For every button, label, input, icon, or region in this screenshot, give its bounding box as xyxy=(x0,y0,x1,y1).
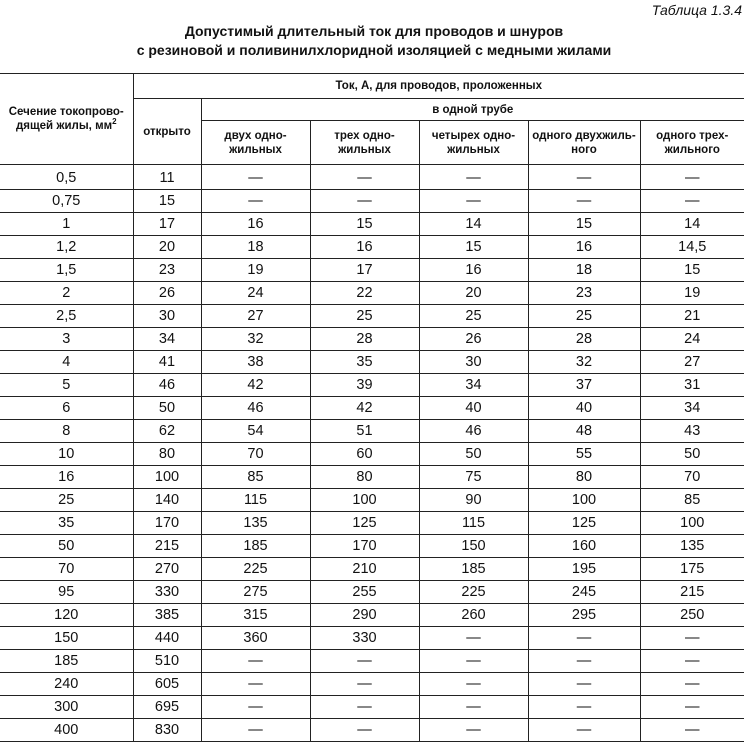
cell-four-single: 150 xyxy=(419,535,528,558)
cell-four-single: 14 xyxy=(419,213,528,236)
header-one-triple-l2: жильного xyxy=(664,143,720,156)
cell-open: 510 xyxy=(133,650,201,673)
cell-one-triple: — xyxy=(640,627,744,650)
header-four-single-l2: жильных xyxy=(447,143,500,156)
cell-one-twin: 80 xyxy=(528,466,640,489)
cell-one-twin: 195 xyxy=(528,558,640,581)
cell-one-twin: 295 xyxy=(528,604,640,627)
cell-two-single: 115 xyxy=(201,489,310,512)
cell-one-triple: 21 xyxy=(640,305,744,328)
cell-open: 17 xyxy=(133,213,201,236)
cell-open: 20 xyxy=(133,236,201,259)
cell-two-single: 85 xyxy=(201,466,310,489)
cell-one-triple: 14,5 xyxy=(640,236,744,259)
cell-four-single: 25 xyxy=(419,305,528,328)
cell-three-single: 290 xyxy=(310,604,419,627)
cell-four-single: 185 xyxy=(419,558,528,581)
cell-open: 11 xyxy=(133,165,201,190)
cell-one-triple: 34 xyxy=(640,397,744,420)
cell-one-triple: — xyxy=(640,673,744,696)
cell-two-single: — xyxy=(201,673,310,696)
table-row xyxy=(0,489,744,512)
table-row xyxy=(0,650,744,673)
cell-three-single: 80 xyxy=(310,466,419,489)
cell-three-single: 255 xyxy=(310,581,419,604)
cell-two-single: 38 xyxy=(201,351,310,374)
table-row xyxy=(0,165,744,190)
cell-three-single: 39 xyxy=(310,374,419,397)
header-open: открыто xyxy=(133,99,201,165)
cell-two-single: — xyxy=(201,190,310,213)
cell-two-single: — xyxy=(201,165,310,190)
cell-three-single: — xyxy=(310,165,419,190)
cell-two-single: — xyxy=(201,719,310,742)
cell-open: 385 xyxy=(133,604,201,627)
table-header xyxy=(0,74,744,165)
cell-one-twin: 160 xyxy=(528,535,640,558)
cell-one-twin: 32 xyxy=(528,351,640,374)
cell-one-triple: 43 xyxy=(640,420,744,443)
cell-section: 1,5 xyxy=(0,259,133,282)
cell-four-single: — xyxy=(419,696,528,719)
cell-open: 23 xyxy=(133,259,201,282)
cell-three-single: — xyxy=(310,696,419,719)
cell-open: 270 xyxy=(133,558,201,581)
cell-four-single: — xyxy=(419,673,528,696)
cell-open: 26 xyxy=(133,282,201,305)
table-row xyxy=(0,374,744,397)
table-row xyxy=(0,696,744,719)
cell-four-single: — xyxy=(419,190,528,213)
cell-four-single: — xyxy=(419,627,528,650)
cell-open: 215 xyxy=(133,535,201,558)
table-row xyxy=(0,190,744,213)
cell-one-twin: 23 xyxy=(528,282,640,305)
cell-two-single: 19 xyxy=(201,259,310,282)
table-row xyxy=(0,558,744,581)
cell-section: 3 xyxy=(0,328,133,351)
header-four-single-l1: четырех одно- xyxy=(431,129,516,142)
table-title xyxy=(0,22,748,60)
cell-one-twin: 16 xyxy=(528,236,640,259)
cell-four-single: — xyxy=(419,650,528,673)
header-one-twin-l2: ного xyxy=(571,143,597,156)
table-row xyxy=(0,535,744,558)
cell-one-twin: 55 xyxy=(528,443,640,466)
cell-three-single: 28 xyxy=(310,328,419,351)
cell-four-single: — xyxy=(419,719,528,742)
cell-section: 1,2 xyxy=(0,236,133,259)
cell-four-single: 115 xyxy=(419,512,528,535)
cell-three-single: 100 xyxy=(310,489,419,512)
header-three-single-l1: трех одно- xyxy=(334,129,395,142)
table-row xyxy=(0,443,744,466)
cell-two-single: 135 xyxy=(201,512,310,535)
cell-four-single: 16 xyxy=(419,259,528,282)
cell-section: 6 xyxy=(0,397,133,420)
cell-three-single: 125 xyxy=(310,512,419,535)
cell-open: 41 xyxy=(133,351,201,374)
header-section-sup: 2 xyxy=(112,117,117,127)
cell-one-triple: — xyxy=(640,190,744,213)
cell-one-triple: — xyxy=(640,165,744,190)
cell-one-twin: 245 xyxy=(528,581,640,604)
cell-one-twin: 100 xyxy=(528,489,640,512)
cell-section: 16 xyxy=(0,466,133,489)
cell-one-triple: — xyxy=(640,650,744,673)
cell-two-single: — xyxy=(201,650,310,673)
table-row xyxy=(0,719,744,742)
cell-one-twin: 37 xyxy=(528,374,640,397)
cell-one-twin: — xyxy=(528,190,640,213)
table-row xyxy=(0,305,744,328)
cell-one-twin: — xyxy=(528,719,640,742)
cell-one-triple: — xyxy=(640,696,744,719)
cell-open: 440 xyxy=(133,627,201,650)
cell-one-triple: 215 xyxy=(640,581,744,604)
cell-four-single: 20 xyxy=(419,282,528,305)
table-row xyxy=(0,673,744,696)
header-three-single-l2: жильных xyxy=(338,143,391,156)
cell-three-single: 22 xyxy=(310,282,419,305)
cell-three-single: 16 xyxy=(310,236,419,259)
cell-two-single: 185 xyxy=(201,535,310,558)
cell-two-single: 275 xyxy=(201,581,310,604)
cell-one-twin: 25 xyxy=(528,305,640,328)
header-one-triple xyxy=(640,121,744,165)
cell-one-twin: 40 xyxy=(528,397,640,420)
cell-section: 400 xyxy=(0,719,133,742)
cell-open: 100 xyxy=(133,466,201,489)
header-two-single-l2: жильных xyxy=(229,143,282,156)
title-line-1: Допустимый длительный ток для проводов и шнуров xyxy=(184,23,564,39)
cell-one-twin: 125 xyxy=(528,512,640,535)
table-row xyxy=(0,581,744,604)
cell-three-single: 51 xyxy=(310,420,419,443)
cell-section: 150 xyxy=(0,627,133,650)
cell-section: 0,75 xyxy=(0,190,133,213)
cell-four-single: 225 xyxy=(419,581,528,604)
cell-open: 50 xyxy=(133,397,201,420)
cell-one-twin: — xyxy=(528,627,640,650)
cell-one-twin: — xyxy=(528,673,640,696)
cell-open: 15 xyxy=(133,190,201,213)
cell-four-single: — xyxy=(419,165,528,190)
cell-one-triple: 85 xyxy=(640,489,744,512)
table-number: Таблица 1.3.4 xyxy=(651,2,742,18)
cell-one-triple: 31 xyxy=(640,374,744,397)
cell-section: 50 xyxy=(0,535,133,558)
cell-section: 4 xyxy=(0,351,133,374)
cell-four-single: 46 xyxy=(419,420,528,443)
cell-one-triple: 100 xyxy=(640,512,744,535)
header-three-single xyxy=(310,121,419,165)
cell-two-single: 54 xyxy=(201,420,310,443)
cell-open: 34 xyxy=(133,328,201,351)
header-two-single-l1: двух одно- xyxy=(224,129,287,142)
cell-open: 140 xyxy=(133,489,201,512)
cell-three-single: 330 xyxy=(310,627,419,650)
cell-one-triple: 27 xyxy=(640,351,744,374)
table-body xyxy=(0,165,744,742)
cell-section: 35 xyxy=(0,512,133,535)
header-section-line2: дящей жилы, мм xyxy=(15,120,113,132)
cell-four-single: 15 xyxy=(419,236,528,259)
table-row xyxy=(0,259,744,282)
cell-open: 695 xyxy=(133,696,201,719)
cell-open: 330 xyxy=(133,581,201,604)
cell-one-twin: — xyxy=(528,696,640,719)
cell-two-single: — xyxy=(201,696,310,719)
header-one-twin-l1: одного двухжиль- xyxy=(532,129,636,142)
cell-four-single: 260 xyxy=(419,604,528,627)
cell-three-single: — xyxy=(310,650,419,673)
cell-four-single: 90 xyxy=(419,489,528,512)
header-in-pipe: в одной трубе xyxy=(201,99,744,121)
cell-four-single: 40 xyxy=(419,397,528,420)
cell-three-single: — xyxy=(310,190,419,213)
cell-section: 120 xyxy=(0,604,133,627)
cell-one-twin: — xyxy=(528,165,640,190)
cell-one-twin: — xyxy=(528,650,640,673)
header-section xyxy=(0,74,133,165)
cell-three-single: — xyxy=(310,719,419,742)
cell-section: 5 xyxy=(0,374,133,397)
header-four-single xyxy=(419,121,528,165)
cell-four-single: 50 xyxy=(419,443,528,466)
cell-two-single: 32 xyxy=(201,328,310,351)
cell-three-single: 210 xyxy=(310,558,419,581)
header-one-twin xyxy=(528,121,640,165)
cell-open: 46 xyxy=(133,374,201,397)
current-table xyxy=(0,73,744,742)
cell-one-triple: — xyxy=(640,719,744,742)
cell-four-single: 30 xyxy=(419,351,528,374)
cell-one-triple: 250 xyxy=(640,604,744,627)
table-row xyxy=(0,282,744,305)
cell-two-single: 46 xyxy=(201,397,310,420)
header-two-single xyxy=(201,121,310,165)
cell-three-single: 60 xyxy=(310,443,419,466)
cell-two-single: 315 xyxy=(201,604,310,627)
title-line-2: с резиновой и поливинилхлоридной изоляцией с медными жилами xyxy=(136,42,612,58)
table-row xyxy=(0,512,744,535)
header-section-line1: Сечение токопрово- xyxy=(8,106,124,118)
cell-three-single: 170 xyxy=(310,535,419,558)
cell-two-single: 225 xyxy=(201,558,310,581)
cell-section: 1 xyxy=(0,213,133,236)
cell-one-triple: 70 xyxy=(640,466,744,489)
cell-two-single: 360 xyxy=(201,627,310,650)
header-one-triple-l1: одного трех- xyxy=(656,129,729,142)
cell-two-single: 42 xyxy=(201,374,310,397)
cell-one-triple: 135 xyxy=(640,535,744,558)
cell-two-single: 18 xyxy=(201,236,310,259)
cell-two-single: 24 xyxy=(201,282,310,305)
table-row xyxy=(0,213,744,236)
cell-section: 300 xyxy=(0,696,133,719)
table-row xyxy=(0,397,744,420)
cell-one-triple: 175 xyxy=(640,558,744,581)
cell-one-twin: 28 xyxy=(528,328,640,351)
table-row xyxy=(0,627,744,650)
cell-section: 25 xyxy=(0,489,133,512)
table-row xyxy=(0,351,744,374)
cell-open: 830 xyxy=(133,719,201,742)
table-row xyxy=(0,236,744,259)
cell-open: 605 xyxy=(133,673,201,696)
cell-three-single: 42 xyxy=(310,397,419,420)
cell-four-single: 75 xyxy=(419,466,528,489)
cell-one-triple: 14 xyxy=(640,213,744,236)
cell-two-single: 16 xyxy=(201,213,310,236)
table-row xyxy=(0,466,744,489)
cell-three-single: — xyxy=(310,673,419,696)
cell-one-triple: 50 xyxy=(640,443,744,466)
cell-three-single: 35 xyxy=(310,351,419,374)
table-row xyxy=(0,420,744,443)
table-row xyxy=(0,604,744,627)
cell-two-single: 27 xyxy=(201,305,310,328)
cell-one-triple: 19 xyxy=(640,282,744,305)
cell-one-triple: 24 xyxy=(640,328,744,351)
cell-four-single: 26 xyxy=(419,328,528,351)
cell-open: 30 xyxy=(133,305,201,328)
cell-section: 10 xyxy=(0,443,133,466)
cell-section: 70 xyxy=(0,558,133,581)
cell-one-twin: 15 xyxy=(528,213,640,236)
cell-open: 80 xyxy=(133,443,201,466)
cell-section: 240 xyxy=(0,673,133,696)
cell-four-single: 34 xyxy=(419,374,528,397)
cell-open: 170 xyxy=(133,512,201,535)
cell-one-twin: 48 xyxy=(528,420,640,443)
cell-one-triple: 15 xyxy=(640,259,744,282)
cell-section: 0,5 xyxy=(0,165,133,190)
cell-three-single: 25 xyxy=(310,305,419,328)
cell-three-single: 17 xyxy=(310,259,419,282)
cell-section: 8 xyxy=(0,420,133,443)
table-row xyxy=(0,328,744,351)
cell-section: 2,5 xyxy=(0,305,133,328)
cell-section: 185 xyxy=(0,650,133,673)
header-current-group: Ток, А, для проводов, проложенных xyxy=(133,74,744,99)
cell-two-single: 70 xyxy=(201,443,310,466)
cell-one-twin: 18 xyxy=(528,259,640,282)
cell-open: 62 xyxy=(133,420,201,443)
cell-three-single: 15 xyxy=(310,213,419,236)
cell-section: 95 xyxy=(0,581,133,604)
cell-section: 2 xyxy=(0,282,133,305)
